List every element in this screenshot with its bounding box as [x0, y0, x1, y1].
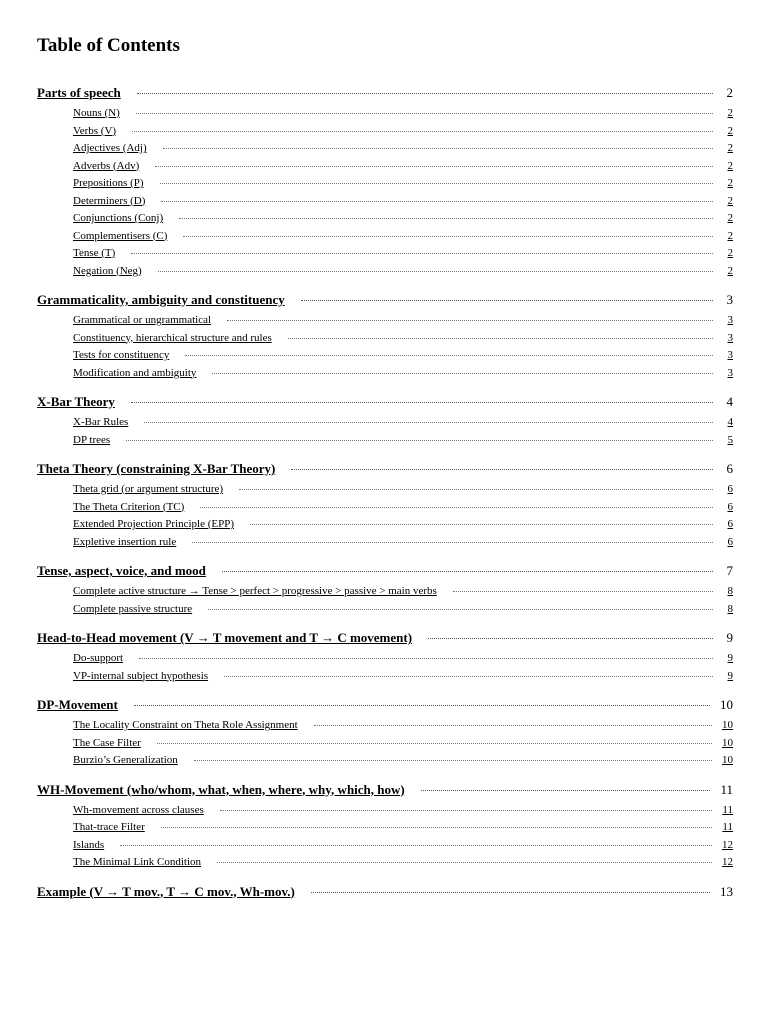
- dot-leader: [139, 658, 713, 659]
- toc-subsection-title[interactable]: Tests for constituency: [73, 349, 170, 361]
- toc-section-link[interactable]: [37, 461, 733, 483]
- toc-subsection-link[interactable]: [37, 804, 733, 822]
- page-number[interactable]: 3: [727, 349, 733, 361]
- toc-section: [37, 85, 733, 282]
- dot-leader: [239, 489, 713, 490]
- toc-subsection-title[interactable]: Grammatical or ungrammatical: [73, 314, 212, 326]
- toc-subsection-title[interactable]: That-trace Filter: [73, 821, 145, 833]
- page-number[interactable]: 13: [720, 883, 733, 899]
- page-number[interactable]: 2: [727, 212, 733, 224]
- dot-leader: [311, 892, 710, 893]
- toc-subsection-link[interactable]: [37, 754, 733, 772]
- page-number[interactable]: 4: [726, 394, 733, 409]
- toc-subsection-title[interactable]: Constituency, hierarchical structure and rules: [73, 331, 272, 344]
- toc-subsection-link[interactable]: [37, 160, 733, 178]
- toc-subsection-link[interactable]: [37, 670, 733, 688]
- page-number[interactable]: 3: [727, 366, 733, 379]
- toc-section-title[interactable]: Parts of speech: [37, 85, 121, 100]
- toc-subsection-title[interactable]: Nouns (N): [73, 107, 120, 119]
- toc-subsection-link[interactable]: [37, 195, 733, 213]
- dot-leader: [132, 131, 713, 132]
- page-number[interactable]: 8: [727, 602, 733, 615]
- toc-subsection-link[interactable]: [37, 142, 733, 160]
- toc-section-title[interactable]: Grammaticality, ambiguity and constituency: [37, 292, 285, 307]
- toc-subsection-title[interactable]: Conjunctions (Conj): [73, 212, 164, 224]
- toc-subsection-title[interactable]: The Case Filter: [73, 736, 141, 749]
- toc-subsection-title[interactable]: The Locality Constraint on Theta Role Assignment: [73, 719, 298, 731]
- toc-subsection-link[interactable]: [37, 177, 733, 195]
- page-number[interactable]: 2: [727, 107, 733, 119]
- dot-leader: [453, 591, 713, 592]
- dot-leader: [314, 725, 712, 726]
- toc-section-link[interactable]: [37, 85, 733, 107]
- dot-leader: [200, 507, 713, 508]
- page-number[interactable]: 5: [727, 433, 733, 446]
- toc-subsection-link[interactable]: [37, 125, 733, 143]
- toc-subsection-link[interactable]: [37, 230, 733, 248]
- dot-leader: [192, 542, 713, 543]
- toc-subsection-link[interactable]: [37, 518, 733, 536]
- page-number[interactable]: 10: [722, 736, 733, 749]
- page-number[interactable]: 8: [727, 585, 733, 597]
- toc-section-title[interactable]: Head-to-Head movement (V → T movement and T → C movement): [37, 630, 413, 645]
- dot-leader: [288, 338, 713, 339]
- toc-section-link[interactable]: [37, 884, 733, 906]
- toc-section-link[interactable]: [37, 292, 733, 314]
- toc-section-link[interactable]: [37, 697, 733, 719]
- dot-leader: [161, 827, 713, 828]
- page-number[interactable]: 2: [727, 229, 733, 242]
- dot-leader: [185, 355, 713, 356]
- toc-subsection-title[interactable]: Adjectives (Adj): [73, 142, 147, 154]
- toc-subsection-title[interactable]: Islands: [73, 838, 105, 851]
- toc-subsection-title[interactable]: Theta grid (or argument structure): [73, 483, 224, 495]
- toc-subsection-title[interactable]: Verbs (V): [73, 124, 117, 137]
- toc-subsection-link[interactable]: [37, 367, 733, 385]
- dot-leader: [224, 676, 713, 677]
- page-number[interactable]: 2: [727, 177, 733, 189]
- page-title: Table of Contents: [37, 35, 180, 56]
- toc-subsection-title[interactable]: X-Bar Rules: [73, 416, 129, 428]
- toc-section-link[interactable]: [37, 394, 733, 416]
- toc-subsection-link[interactable]: [37, 416, 733, 434]
- toc-section-title[interactable]: WH-Movement (who/whom, what, when, where, why, which, how): [37, 781, 405, 797]
- page-number[interactable]: 10: [722, 719, 733, 731]
- dot-leader: [155, 166, 713, 167]
- page-number[interactable]: 2: [727, 142, 733, 154]
- toc-subsection-title[interactable]: DP trees: [73, 433, 111, 446]
- toc-section-title[interactable]: Tense, aspect, voice, and mood: [37, 563, 206, 578]
- toc-subsection-link[interactable]: [37, 737, 733, 755]
- toc-section: [37, 782, 733, 874]
- toc-subsection-title[interactable]: VP-internal subject hypothesis: [73, 669, 209, 682]
- toc-subsection-link[interactable]: [37, 603, 733, 621]
- toc-subsection-link[interactable]: [37, 821, 733, 839]
- dot-leader: [136, 113, 713, 114]
- page-number[interactable]: 10: [720, 697, 733, 712]
- dot-leader: [144, 422, 713, 423]
- page-number[interactable]: 2: [726, 85, 733, 100]
- page-number[interactable]: 7: [726, 563, 733, 578]
- page-number[interactable]: 12: [722, 856, 733, 868]
- page-number[interactable]: 2: [727, 247, 733, 259]
- dot-leader: [227, 320, 713, 321]
- toc-section: [37, 292, 733, 384]
- toc-subsection-title[interactable]: Modification and ambiguity: [73, 366, 197, 379]
- dot-leader: [131, 402, 713, 403]
- toc-subsection-link[interactable]: [37, 107, 733, 125]
- page-number[interactable]: 9: [727, 669, 733, 682]
- page-number[interactable]: 11: [722, 821, 733, 833]
- dot-leader: [194, 760, 712, 761]
- dot-leader: [212, 373, 713, 374]
- page-number[interactable]: 2: [727, 194, 733, 207]
- dot-leader: [137, 93, 713, 94]
- page-number[interactable]: 2: [727, 124, 733, 137]
- toc-subsection-title[interactable]: The Minimal Link Condition: [73, 856, 202, 868]
- toc-section: [37, 630, 733, 687]
- dot-leader: [120, 845, 712, 846]
- toc-subsection-title[interactable]: The Theta Criterion (TC): [73, 500, 185, 513]
- toc-subsection-link[interactable]: [37, 212, 733, 230]
- toc-section: [37, 697, 733, 772]
- page-number[interactable]: 6: [726, 461, 733, 476]
- dot-leader: [134, 705, 710, 706]
- dot-leader: [421, 790, 711, 791]
- toc-section-title[interactable]: DP-Movement: [37, 697, 118, 712]
- page-number[interactable]: 2: [727, 264, 733, 277]
- dot-leader: [157, 743, 712, 744]
- dot-leader: [161, 201, 713, 202]
- toc-subsection-link[interactable]: [37, 332, 733, 350]
- toc-subsection-link[interactable]: [37, 434, 733, 452]
- toc-subsection-title[interactable]: Do-support: [73, 652, 124, 664]
- toc-subsection-title[interactable]: Determiners (D): [73, 194, 146, 207]
- toc-subsection-title[interactable]: Extended Projection Principle (EPP): [73, 518, 234, 530]
- toc-subsection-link[interactable]: [37, 349, 733, 367]
- page-number[interactable]: 6: [727, 518, 733, 530]
- toc-subsection-title[interactable]: Complete passive structure: [73, 602, 193, 615]
- page-number[interactable]: 3: [726, 292, 733, 307]
- toc-subsection-link[interactable]: [37, 719, 733, 737]
- toc-subsection-link[interactable]: [37, 265, 733, 283]
- page-number[interactable]: 4: [727, 416, 733, 428]
- page-number[interactable]: 9: [727, 652, 733, 664]
- toc-section: [37, 461, 733, 553]
- page-number[interactable]: 11: [720, 781, 733, 797]
- table-of-contents: [37, 85, 733, 916]
- toc-subsection-title[interactable]: Negation (Neg): [73, 264, 142, 277]
- page-number[interactable]: 2: [727, 159, 733, 172]
- toc-section-link[interactable]: [37, 782, 733, 804]
- dot-leader: [217, 862, 712, 863]
- dot-leader: [158, 271, 713, 272]
- dot-leader: [131, 253, 713, 254]
- toc-subsection-link[interactable]: [37, 314, 733, 332]
- toc-subsection-link[interactable]: [37, 483, 733, 501]
- toc-subsection-link[interactable]: [37, 856, 733, 874]
- page-number[interactable]: 10: [722, 754, 733, 766]
- toc-subsection-title[interactable]: Complementisers (C): [73, 229, 168, 242]
- toc-subsection-link[interactable]: [37, 652, 733, 670]
- toc-subsection-title[interactable]: Prepositions (P): [73, 177, 144, 189]
- page-number[interactable]: 12: [722, 838, 733, 851]
- page-number[interactable]: 3: [727, 331, 733, 344]
- toc-section-title[interactable]: Theta Theory (constraining X-Bar Theory): [37, 461, 276, 476]
- toc-subsection-title[interactable]: Adverbs (Adv): [73, 159, 140, 172]
- dot-leader: [183, 236, 713, 237]
- toc-section: [37, 394, 733, 451]
- toc-subsection-link[interactable]: [37, 536, 733, 554]
- toc-subsection-link[interactable]: [37, 585, 733, 603]
- toc-section-title[interactable]: X-Bar Theory: [37, 394, 115, 409]
- toc-subsection-title[interactable]: Burzio’s Generalization: [73, 754, 178, 766]
- page-number[interactable]: 3: [727, 314, 733, 326]
- toc-section-link[interactable]: [37, 630, 733, 652]
- dot-leader: [250, 524, 713, 525]
- toc-subsection-title[interactable]: Expletive insertion rule: [73, 535, 177, 548]
- dot-leader: [222, 571, 713, 572]
- dot-leader: [179, 218, 713, 219]
- dot-leader: [301, 300, 713, 301]
- dot-leader: [220, 810, 713, 811]
- page-number[interactable]: 6: [727, 500, 733, 513]
- toc-subsection-link[interactable]: [37, 839, 733, 857]
- page-number[interactable]: 9: [726, 630, 733, 645]
- toc-section-link[interactable]: [37, 563, 733, 585]
- dot-leader: [126, 440, 713, 441]
- toc-subsection-title[interactable]: Complete active structure → Tense > perfect > progressive > passive > main verbs: [73, 585, 437, 597]
- toc-subsection-link[interactable]: [37, 247, 733, 265]
- toc-subsection-title[interactable]: Wh-movement across clauses: [73, 803, 204, 816]
- dot-leader: [428, 638, 713, 639]
- toc-section: [37, 884, 733, 906]
- toc-subsection-link[interactable]: [37, 501, 733, 519]
- toc-subsection-title[interactable]: Tense (T): [73, 247, 116, 259]
- dot-leader: [163, 148, 713, 149]
- toc-section: [37, 563, 733, 620]
- dot-leader: [208, 609, 713, 610]
- page-number[interactable]: 6: [727, 483, 733, 495]
- dot-leader: [291, 469, 713, 470]
- page-number[interactable]: 6: [727, 535, 733, 548]
- dot-leader: [160, 183, 713, 184]
- toc-section-title[interactable]: Example (V → T mov., T → C mov., Wh-mov.): [37, 883, 295, 899]
- page-number[interactable]: 11: [722, 803, 733, 816]
